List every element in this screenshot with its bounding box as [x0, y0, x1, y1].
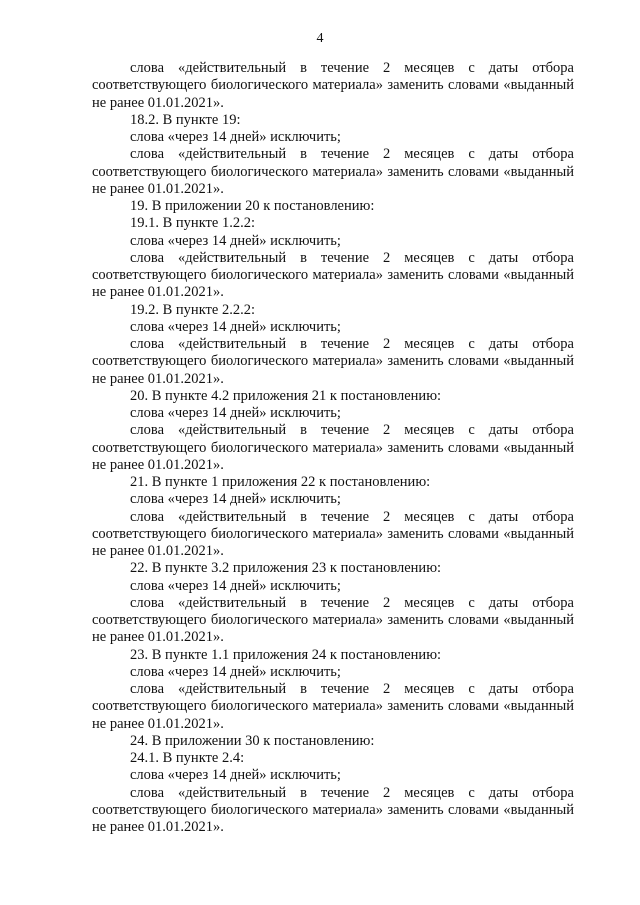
paragraph: слова «действительный в течение 2 месяцев с даты отбора соответствующего биологического материала» заменить словами «выданный не ранее 01.01.2021». [92, 594, 574, 646]
paragraph: слова «действительный в течение 2 месяцев с даты отбора соответствующего биологического материала» заменить словами «выданный не ранее 01.01.2021». [92, 422, 574, 473]
paragraph: слова «действительный в течение 2 месяцев с даты отбора соответствующего биологического материала» заменить словами «выданный не ранее 01.01.2021». [92, 336, 574, 387]
section-heading: 19. В приложении 20 к постановлению: [130, 198, 375, 214]
section-heading: 22. В пункте 3.2 приложения 23 к постановлению: [130, 560, 442, 577]
section-heading: 24.1. В пункте 2.4: [130, 750, 245, 766]
paragraph: слова «действительный в течение 2 месяцев с даты отбора соответствующего биологического материала» заменить словами «выданный не ранее 01.01.2021». [92, 146, 574, 197]
paragraph: слова «через 14 дней» исключить; [130, 232, 341, 249]
section-heading: 23. В пункте 1.1 приложения 24 к постановлению: [130, 646, 442, 663]
section-heading: 19.1. В пункте 1.2.2: [130, 215, 255, 232]
paragraph: слова «через 14 дней» исключить; [130, 318, 341, 335]
paragraph: слова «через 14 дней» исключить; [130, 491, 341, 508]
document-body [92, 60, 574, 836]
page-number: 4 [316, 31, 324, 46]
section-heading: 19.2. В пункте 2.2.2: [130, 301, 255, 318]
paragraph: слова «через 14 дней» исключить; [130, 577, 341, 594]
section-heading: 21. В пункте 1 приложения 22 к постановлению: [130, 474, 431, 490]
section-heading: 24. В приложении 30 к постановлению: [130, 732, 375, 749]
section-heading: 20. В пункте 4.2 приложения 21 к постановлению: [130, 387, 442, 404]
paragraph: слова «действительный в течение 2 месяцев с даты отбора соответствующего биологического материала» заменить словами «выданный не ранее 01.01.2021». [92, 681, 574, 732]
paragraph: слова «действительный в течение 2 месяцев с даты отбора соответствующего биологического материала» заменить словами «выданный не ранее 01.01.2021». [92, 60, 574, 111]
paragraph: слова «действительный в течение 2 месяцев с даты отбора соответствующего биологического материала» заменить словами «выданный не ранее 01.01.2021». [92, 249, 574, 301]
paragraph: слова «через 14 дней» исключить; [130, 767, 341, 784]
paragraph: слова «через 14 дней» исключить; [130, 129, 341, 145]
paragraph: слова «действительный в течение 2 месяцев с даты отбора соответствующего биологического материала» заменить словами «выданный не ранее 01.01.2021». [92, 508, 574, 559]
section-heading: 18.2. В пункте 19: [130, 111, 241, 128]
paragraph: слова «через 14 дней» исключить; [130, 663, 341, 680]
paragraph: слова «через 14 дней» исключить; [130, 405, 341, 421]
paragraph: слова «действительный в течение 2 месяцев с даты отбора соответствующего биологического материала» заменить словами «выданный не ранее 01.01.2021». [92, 784, 574, 835]
